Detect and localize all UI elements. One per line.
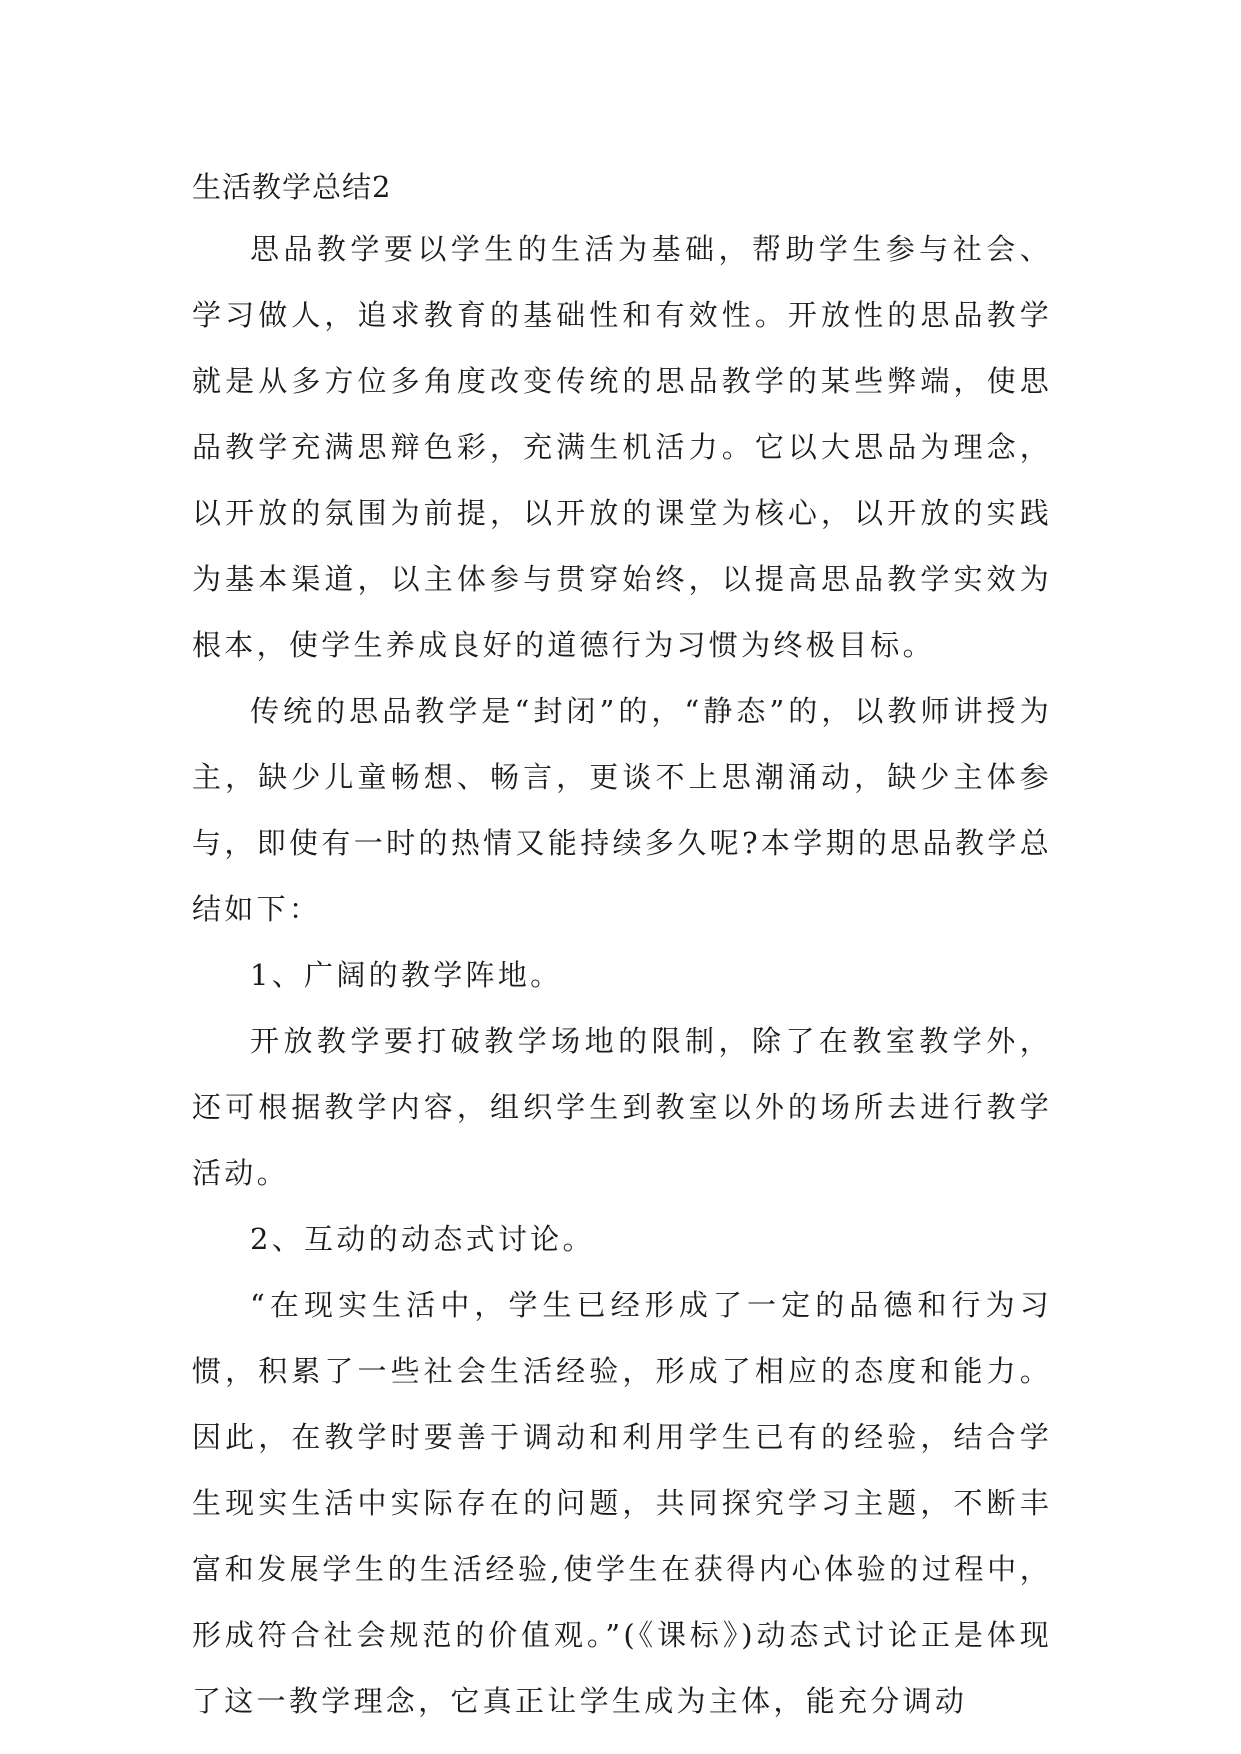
paragraph-traditional-teaching: 传统的思品教学是“封闭”的，“静态”的，以教师讲授为主，缺少儿童畅想、畅言，更谈不上思潮涌动，缺少主体参与，即使有一时的热情又能持续多久呢?本学期的思品教学总结如下： <box>192 694 1052 926</box>
document-title: 生活教学总结2 <box>192 170 392 204</box>
section-heading-1: 1、广阔的教学阵地。 <box>250 958 563 992</box>
section-heading-2: 2、互动的动态式讨论。 <box>250 1222 595 1256</box>
paragraph-open-teaching: 开放教学要打破教学场地的限制，除了在教室教学外，还可根据教学内容，组织学生到教室以外的场所去进行教学活动。 <box>192 1024 1052 1190</box>
paragraph-intro: 思品教学要以学生的生活为基础，帮助学生参与社会、学习做人，追求教育的基础性和有效性。开放性的思品教学就是从多方位多角度改变传统的思品教学的某些弊端，使思品教学充满思辩色彩，充满生机活力。它以大思品为理念，以开放的氛围为前提，以开放的课堂为核心，以开放的实践为基本渠道，以主体参与贯穿始终，以提高思品教学实效为根本，使学生养成良好的道德行为习惯为终极目标。 <box>192 232 1052 662</box>
paragraph-dynamic-discussion: “在现实生活中，学生已经形成了一定的品德和行为习惯，积累了一些社会生活经验，形成了相应的态度和能力。因此，在教学时要善于调动和利用学生已有的经验，结合学生现实生活中实际存在的问题，共同探究学习主题，不断丰富和发展学生的生活经验,使学生在获得内心体验的过程中，形成符合社会规范的价值观。”(《课标》)动态式讨论正是体现了这一教学理念，它真正让学生成为主体，能充分调动 <box>192 1288 1052 1718</box>
document-page <box>192 158 1052 1734</box>
